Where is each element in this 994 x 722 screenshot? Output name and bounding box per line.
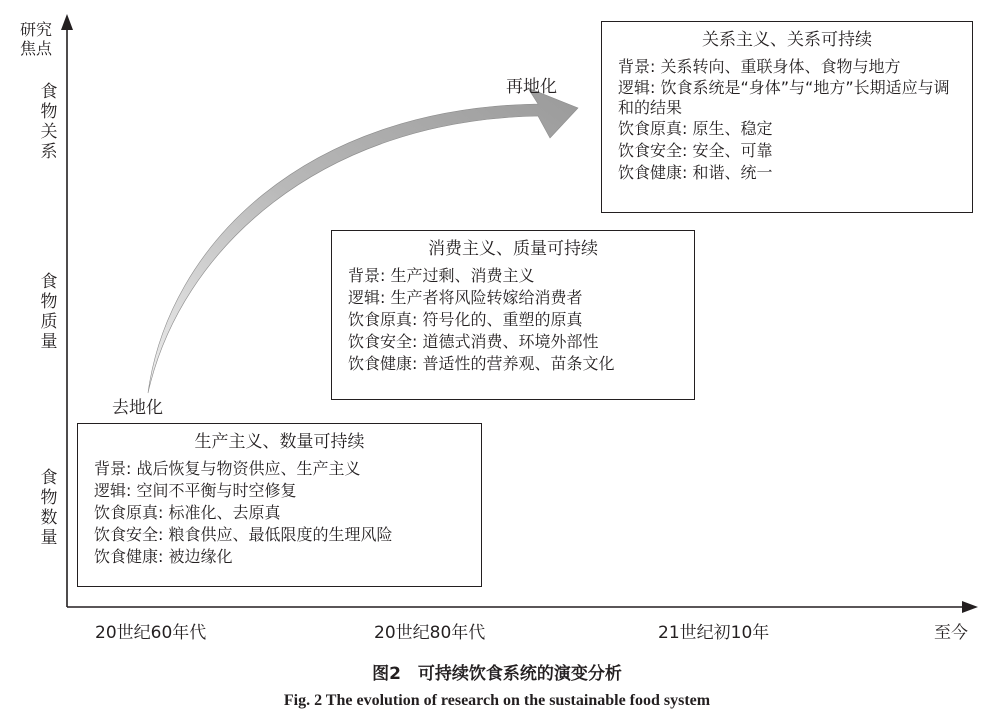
x-tick-present: 至今	[934, 623, 968, 643]
consumerism-box	[331, 230, 695, 400]
box-line: 饮食安全: 粮食供应、最低限度的生理风险	[94, 525, 393, 544]
box-line: 饮食安全: 安全、可靠	[618, 141, 773, 160]
figure-caption-english: Fig. 2 The evolution of research on the sustainable food system	[283, 692, 711, 709]
box-line: 饮食原真: 标准化、去原真	[94, 503, 281, 522]
box-title: 生产主义、数量可持续	[194, 432, 365, 452]
box-line: 饮食健康: 普适性的营养观、苗条文化	[348, 354, 615, 373]
box-title: 关系主义、关系可持续	[702, 30, 872, 50]
y-level-food-relation: 食物关系	[40, 82, 58, 162]
box-line: 背景: 关系转向、重联身体、食物与地方	[618, 57, 901, 76]
box-line: 逻辑: 饮食系统是“身体”与“地方”长期适应与调和的结果	[618, 78, 950, 117]
x-tick-1980s: 20世纪80年代	[374, 623, 486, 643]
box-line: 逻辑: 生产者将风险转嫁给消费者	[348, 288, 583, 307]
x-axis-arrowhead	[962, 601, 978, 613]
box-line: 饮食健康: 和谐、统一	[618, 163, 773, 182]
box-line: 饮食安全: 道德式消费、环境外部性	[348, 332, 599, 351]
y-level-food-quantity: 食物数量	[40, 468, 58, 548]
box-line: 逻辑: 空间不平衡与时空修复	[94, 481, 297, 500]
box-line: 饮食原真: 原生、稳定	[618, 119, 773, 138]
box-line: 背景: 生产过剩、消费主义	[348, 266, 535, 285]
y-level-food-quality: 食物质量	[40, 272, 58, 352]
relationalism-box	[601, 21, 973, 213]
y-axis-title: 研究焦点	[19, 20, 52, 58]
delocalization-label: 去地化	[112, 398, 163, 418]
y-axis-arrowhead	[61, 14, 73, 30]
box-line: 饮食原真: 符号化的、重塑的原真	[348, 310, 583, 329]
box-line: 饮食健康: 被边缘化	[94, 547, 233, 566]
figure-caption-chinese: 图2 可持续饮食系统的演变分析	[372, 664, 622, 684]
box-title: 消费主义、质量可持续	[428, 239, 598, 259]
x-tick-1960s: 20世纪60年代	[95, 623, 207, 643]
relocalization-label: 再地化	[506, 77, 557, 97]
x-tick-2000s: 21世纪初10年	[658, 623, 770, 643]
productivism-box	[77, 423, 482, 587]
box-line: 背景: 战后恢复与物资供应、生产主义	[94, 459, 361, 478]
